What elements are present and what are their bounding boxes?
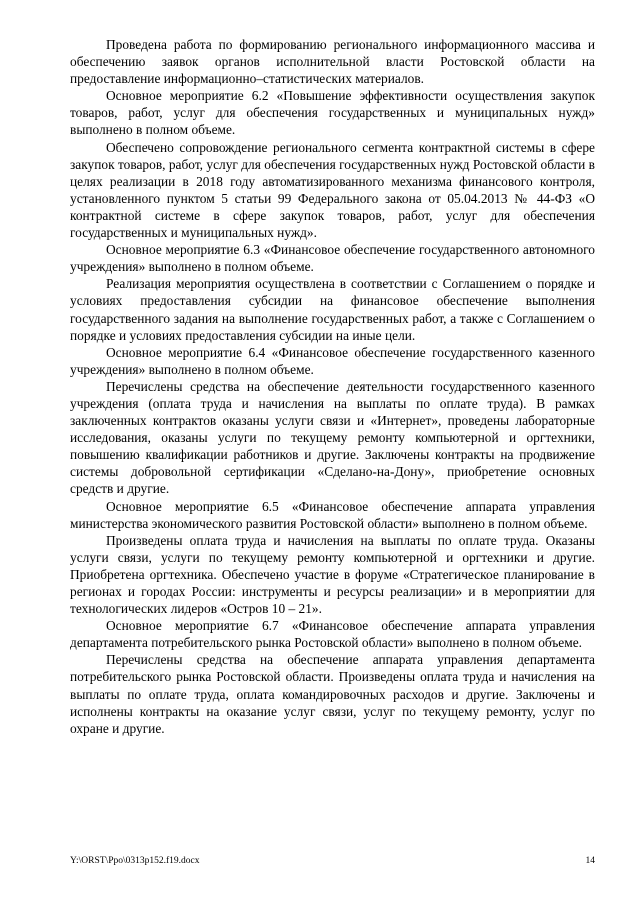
paragraph-regional-info-array: Проведена работа по формированию регионального информационного массива и обеспечению заявок органов исполнительной власти Ростовской области на предоставление информационно–статистических материалов. <box>70 37 595 87</box>
page-number: 14 <box>585 856 595 866</box>
paragraph-ministry-expenses: Произведены оплата труда и начисления на выплаты по оплате труда. Оказаны услуги связи, услуги по текущему ремонту компьютерной и оргтехники и другие. Приобретена оргтехника. Обеспечено участие в форуме «Стратегическое планирование в регионах и городах России: инструменты и ресурсы реализации» и в мероприятии для технологических лидеров «Остров 10 – 21». <box>70 532 595 617</box>
paragraph-subsidy-agreement: Реализация мероприятия осуществлена в соответствии с Соглашением о порядке и условиях предоставления субсидии на финансовое обеспечение выполнения государственного задания на выполнение государственных работ, а также с Соглашением о порядке и условиях предоставления субсидии на иные цели. <box>70 276 595 343</box>
paragraph-state-institution-funding: Перечислены средства на обеспечение деятельности государственного казенного учреждения (оплата труда и начисления на выплаты по оплате труда). В рамках заключенных контрактов оказаны услуги связи и «Интернет», проведены лабораторные исследования, оказаны услуги по текущему ремонту компьютерной и оргтехники, повышению квалификации работников и другие. Заключены контракты на продвижение системы добровольной сертификации «Сделано-на-Дону», приобретение основных средств и другие. <box>70 378 595 497</box>
paragraph-measure-6-4-heading: Основное мероприятие 6.4 «Финансовое обеспечение государственного казенного учреждения» выполнено в полном объеме. <box>70 344 595 377</box>
paragraph-measure-6-2-heading: Основное мероприятие 6.2 «Повышение эффективности осуществления закупок товаров, работ, услуг для обеспечения государственных и муниципальных нужд» выполнено в полном объеме. <box>70 88 595 138</box>
document-body <box>70 36 595 737</box>
paragraph-measure-6-3-heading: Основное мероприятие 6.3 «Финансовое обеспечение государственного автономного учреждения» выполнено в полном объеме. <box>70 242 595 275</box>
paragraph-measure-6-7-heading: Основное мероприятие 6.7 «Финансовое обеспечение аппарата управления департамента потребительского рынка Ростовской области» выполнено в полном объеме. <box>70 618 595 651</box>
page-footer <box>70 856 595 870</box>
paragraph-consumer-market-expenses: Перечислены средства на обеспечение аппарата управления департамента потребительского рынка Ростовской области. Произведены оплата труда и начисления на выплаты по оплате труда, оплата командировочных расходов и другие. Заключены и исполнены контракты на оказание услуг связи, услуг по текущему ремонту, услуг по охране и другие. <box>70 652 595 736</box>
paragraph-measure-6-5-heading: Основное мероприятие 6.5 «Финансовое обеспечение аппарата управления министерства экономического развития Ростовской области» выполнено в полном объеме. <box>70 498 595 531</box>
footer-file-path: Y:\ORST\Ppo\0313p152.f19.docx <box>70 856 200 866</box>
paragraph-contract-system-support: Обеспечено сопровождение регионального сегмента контрактной системы в сфере закупок товаров, работ, услуг для обеспечения государственных нужд Ростовской области в целях реализации в 2018 году автоматизированного механизма финансового контроля, установленного пунктом 5 статьи 99 Федерального закона от 05.04.2013 № 44-ФЗ «О контрактной системе в сфере закупок товаров, работ, услуг для обеспечения государственных и муниципальных нужд». <box>70 139 595 241</box>
